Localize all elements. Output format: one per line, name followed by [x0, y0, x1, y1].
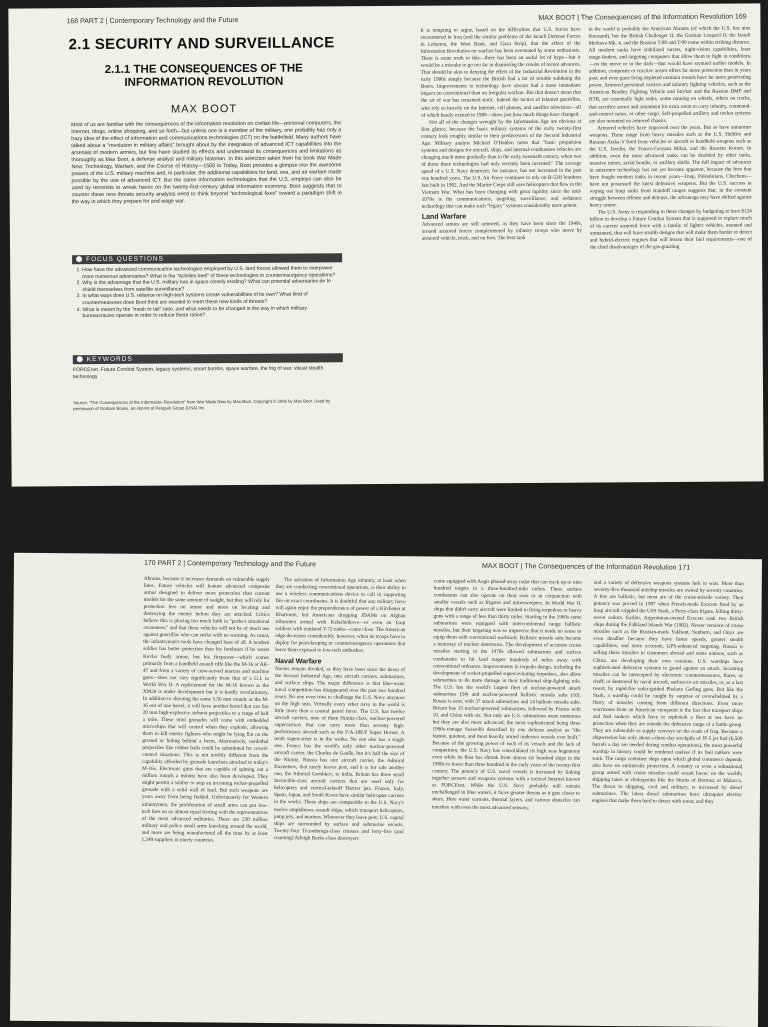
- subsection-heading: Land Warfare: [421, 213, 467, 221]
- focus-question: 2. Why is the advantage that the U.S. military has in space closely eroding? What can potential adversaries do to shield themselves from satellite surveillance?: [82, 279, 338, 294]
- intro-paragraph: Most of us are familiar with the consequences of the information revolution on civilian life—personal computers, the Internet, blogs, online shopping, and so forth—but unless one is a member of the military, one probably has only a hazy idea of the effect of information and communications technologies (ICT) on the battlefield. Many authors have talked about a "revolution in military affairs" brought about by the integration of advanced ICT capabilities into the arsenals of modern armies, but few have studied its effects and understand its consequences and limitations as thoroughly as Max Boot, a defense analyst and military historian. In this selection taken from his book War Made New: Technology, Warfare, and the Course of History—1500 to Today, Boot provides a glimpse into the awesome powers of the U.S. military machine and, in particular, the additional capabilities for land, sea, and air warfare made possible by the use of advanced ICT. But the same information technologies that the U.S. employs can also be used by terrorists to wreak havoc on the twenty-first-century global information economy. Boot suggests that to counter these new threats security analysts need to think beyond "technological fixes" toward a paradigm shift in the way in which they prepare for and wage war.: [71, 120, 342, 206]
- keywords-icon: [77, 356, 83, 362]
- book-spread-bottom: [10, 553, 762, 1027]
- text-column-4: [590, 580, 744, 1021]
- running-head-right: MAX BOOT | The Consequences of the Information Revolution 171: [481, 562, 691, 572]
- focus-question: 3. In what ways does U.S. reliance on high-tech systems create vulnerabilities of its own? What kind of countermeasures does Boot think are needed to meet these new kinds of threats?: [82, 292, 338, 307]
- body-paragraph: in the world is probably the American Abrams (of which the U.S. has nine thousand), but the British Challenger II, the German Leopard II, the Israeli Merkava Mk. 4, and the Russian T-80 and T-90 come within striking distance. All modern tanks have stabilized turrets, night-vision capabilities, laser range-finders, and targeting computers that allow them to fight in conditions—on the move or in the dark—that would have stymied earlier models. In addition, composite or reactive armor offers far more protection than in years past, and even guns firing depleted uranium rounds have far more penetrating power. Armored personnel carriers and infantry fighting vehicles, such as the American Bradley Fighting Vehicle and Stryker and the Russian BMP and BTR, are essentially light tanks, some running on wheels, others on tracks, that sacrifice armor and armament for extra room to carry infantry, command-and-control suites, or other cargo. Self-propelled artillery and rocket systems are also mounted on armored chassis.: [588, 25, 752, 125]
- body-paragraph: and a variety of defensive weapons systems lurk in wait. More than seventy-five thousand antiship missiles are owned by seventy countries. A few are ballistic, but most are of the cruise-missile variety. Their potency was proved in 1987 when French-made Exocets fired by an Iraqi aircraft crippled the USS Stark, a Perry-class frigate, killing thirty-seven sailors. Earlier, Argentinian-owned Exocets sank two British ships during the Falkland Islands War (1982). Newer versions of cruise missiles such as the Russian-made Yakhont, Sunburn, and Onyx are even deadlier because they have faster speeds, greater stealth capabilities, and more accurate, GPS-enhanced targeting. Russia is selling these missiles to customers abroad and some nations, such as China, are developing their own versions. U.S. warships have sophisticated defensive systems to guard against an attack. Incoming missiles can be intercepted by electronic countermeasures, flares, or chaff, or destroyed by naval aircraft, surface-to-air missiles, or, as a last resort, by rapid-fire radar-guided Phalanx Gatling guns. But like the Stark, a warship could be caught by surprise or overwhelmed by a flurry of missiles coming from different directions. Even more worrisome from an American viewpoint is the fact that transport ships and fuel tankers which have to replenish a fleet at sea have no protection when they are outside the defensive range of a battle group. They are vulnerable as supply convoys on the roads of Iraq. Because a shipwrecker has only about a three-day stockpile of JP-5 jet fuel (6,500 barrels a day are needed during combat operations), the most powerful warship in history could be rendered useless if its fuel tankers were sunk. The cargo container ships upon which global commerce depends also have no antimissile protection. A country or even a subnational group armed with cruise missiles could wreak havoc on the world's shipping lanes at chokepoints like the Straits of Hormuz or Malacca. The threat to shipping, civil and military, is increased by diesel submarines. The latest diesel submarines have ultraquiet electric engines that make them hard to detect with sonar, and they: [591, 579, 744, 806]
- keywords-text: FORCEnet, Future Combat System, legacy systems, smart bombs, space warfare, the fog of war, visual stealth technology: [72, 365, 324, 380]
- focus-questions-list: [72, 265, 338, 320]
- chapter-title-line2: INFORMATION REVOLUTION: [124, 75, 284, 89]
- keywords-header: [73, 353, 343, 364]
- text-column-3: [430, 578, 582, 1019]
- keywords-title: KEYWORDS: [86, 355, 133, 364]
- chapter-title-line1: 2.1.1 THE CONSEQUENCES OF THE: [104, 62, 303, 76]
- body-paragraph: Armored vehicles have improved over the years. But so have antiarmor weapons. These range from heavy missiles such as the U.S. Hellfire and Russian Ataka-V fired from vehicles or aircraft to handheld weapons such as the U.S. Javelin, the Franco-German Milan, and the Russian Kornet. In addition, even the most advanced tanks can be disabled by other tanks, massive mines, aerial bombs, or artillery shells. The full impact of advances in antiarmor technology has not yet become apparent, because the foes that have fought modern tanks in recent years—Iraqi, Palestinians, Chechens—have not possessed the latest defensive weapons. But the U.S. success in wiping out Iraqi tanks from standoff ranges suggests that, in the constant struggle between offense and defense, the advantage may have shifted against heavy armor.: [589, 124, 752, 209]
- body-paragraph: Navies remain divided, as they have been since the dawn of the Second Industrial Age, into aircraft carriers, submarines, and surface ships. The major difference is that blue-water naval competition has disappeared over the past two hundred years. No one even tries to challenge the U.S. Navy anymore on the high seas. Virtually every other navy in the world is little more than a coastal patrol force. The U.S. has twelve aircraft carriers, nine of them Nimitz-class, nuclear-powered supercarriers that can carry more than seventy high-performance aircraft such as the F/A-18E/F Super Hornet. A tenth supercarrier is in the works. No one else has a single one. France has the world's only other nuclear-powered aircraft carrier, the Charles de Gaulle, but it's half the size of the Nimitz. Russia has one aircraft carrier, the Admiral Kuznetsov, that rarely leaves port, and it is for sale another one, the Admiral Gorshkov, to India. Britain has three small Invincible-class aircraft carriers that are used only for helicopters and vertical-takeoff Harrier jets. France, Italy, Spain, Japan, and South Korea have similar helicopter carriers in the works. These ships are comparable to the U.S. Navy's twelve amphibious assault ships, which transport helicopters, jump jets, and marines. Whenever they leave port, U.S. capital ships are surrounded by surface and submarine escorts. Twenty-four Ticonderoga-class cruisers and forty-five (and counting) Arleigh Burke-class destroyers: [273, 665, 406, 842]
- source-credit: Source: "The Consequences of the Information Revolution" from War Made New by Max Boot. Copyright © 2006 by Max Boot. Used by permission of Gotham Books, an imprint of Penguin Group (USA) Inc.: [73, 398, 331, 411]
- book-spread-top: [8, 3, 763, 486]
- focus-icon: [76, 256, 82, 262]
- body-paragraph: It is tempting to argue, based on the difficulties that U.S. forces have encountered in Iraq (and the similar problems of the Israeli Defense Forces in Lebanon, the West Bank, and Gaza Strip), that the effect of the Information Revolution on warfare has been overstated by some enthusiasts. There is some truth to this—there has been an awful lot of hype—but it would be a mistake to go too far in dismissing the results of recent advances. That should be akin to denying the effect of the Industrial Revolution in the early 1900s simply because the British had a lot of trouble subduing the Boers. Improvements in technology have always had a more immediate impact on conventional than on irregular warfare. But that doesn't mean that the art of war has remained static. Indeed the tactics of Islamist guerrillas, who rely so heavily on the Internet, cell phones, and satellite television—all of which barely existed in 1980—show just how much things have changed.: [420, 26, 582, 119]
- focus-questions-header: [72, 253, 342, 264]
- running-head-left: 168 PART 2 | Contemporary Technology and the Future: [66, 17, 239, 26]
- text-column-2: [420, 27, 583, 448]
- body-paragraph: Advanced armies are still armored, as they have been since the 1940s, around armored forces complemented by infantry troops who move by armored vehicle, truck, and on foot. The best tank: [421, 220, 582, 243]
- section-title: 2.1 SECURITY AND SURVEILLANCE: [68, 34, 335, 54]
- chapter-title: [69, 62, 339, 90]
- text-column-3: [588, 25, 753, 446]
- focus-question: 1. How have the advanced communication technologies employed by U.S. land forces allowed them to overpower more numerous adversaries? What is the "Achilles heel" of these technologies to counterinsurgency operations?: [82, 265, 338, 280]
- text-column-1: [140, 576, 270, 1017]
- text-column-2: [272, 577, 406, 1018]
- subsection-heading: Naval Warfare: [275, 657, 322, 665]
- body-paragraph: The salvation of Information Age infantry, at least when they are conducting conventional operations, is their ability to use a wireless communications device to call in supporting fire on exact coordinates. It is doubtful that any military force will again enjoy the preponderance of power of a Kitchener at Khartoum, but Americans dropping JDAMs on Afghan tribesmen armed with Kalashnikovs—or even on Iraqi soldiers with outdated T-72 tanks—came close. The American edge decreases considerably, however, when its troops have to deploy for peacekeeping or counterinsurgency operations that leave them exposed to low-tech ambushes.: [275, 577, 406, 655]
- body-paragraph: Not all of the changes wrought by the Information Age are obvious at first glance, because the basic military systems of the early twenty-first century look roughly similar to their predecessors of the Second Industrial Age. Military analyst Michael O'Hanlon notes that "basic propulsion systems and designs for aircraft, ships, and internal-combustion vehicles are changing much more gradually than in the early twentieth century, when two of those three technologies had only recently been invented." The average speed of a U.S. Navy destroyer, for instance, has not increased in the past one hundred years. The U.S. Air Force continues to rely on B-52H bombers last built in 1962. And the Marine Corps still uses helicopters that flew in the Vietnam War. What has been changing with great rapidity since the mid-1970s is the communications, targeting, surveillance, and ordnance technology that can make such "legacy" systems considerably more potent.: [421, 118, 582, 210]
- running-head-left: 170 PART 2 | Contemporary Technology and the Future: [143, 559, 317, 569]
- body-paragraph: Abrams, because it increases demands on vulnerable supply lines. Future vehicles will feature advanced composite armor designed to deliver more protection than current models for the same amount of weight, but they will rely for protection less on armor and more on locating and destroying the enemy before they are attacked. Critics believe this is placing too much faith in "perfect situational awareness," and that these vehicles will not be of much use against guerrillas who can strike with no warning. As usual, the infantryman's tools have changed least of all. A modern soldier has better protection than his forebears if he wears Kevlar body armor, but his firepower—which comes primarily from a handheld assault rifle like the M-16 or AK-47 and from a variety of crew-served mortars and machine guns—does not vary significantly from that of a G.I. in World War II. A replacement for the M-16 known as the XM29 is under development but it is hardly revolutionary. In addition to shooting the same 5.56 mm rounds as the M-16 out of one barrel, it will have another barrel that can fire 20 mm high-explosive airburst projectiles to a range of half a mile. These mini grenades will come with embedded microchips that will control when they explode, allowing them to kill enemy fighters who might be lying flat on the ground or hiding behind a berm. Alternatively, nonlethal projectiles like rubber balls could be substituted for crowd-control situations. This is not terribly different from the capability afforded by grenade launchers attached to today's M-16s. Electronic guns that are capable of spitting out a million rounds a minute have also been developed. They might permit a soldier to stop an incoming rocket-propelled grenade with a solid wall of lead. But such weapons are years away from being fielded. Unfortunately for Western infantrymen, the proliferation of small arms can put low-tech foes on an almost equal footing with the representatives of the most advanced militaries. There are 250 million military and police small arms knocking around the world, and more are being manufactured all the time by at least 1,249 suppliers in ninety countries.: [141, 575, 270, 844]
- author-name: MAX BOOT: [170, 103, 238, 116]
- body-paragraph: The U.S. Army is responding to these changes by budgeting at least $124 billion to develop a Future Combat System that is supposed to replace much of its current armored force with a family of lighter vehicles, manned and unmanned, that will have stealth designs that will make them harder to detect and hybrid-electric engines that will lessen their fuel requirements—one of the chief disadvantages of the gas-guzzling: [589, 208, 752, 252]
- focus-questions-title: FOCUS QUESTIONS: [86, 255, 164, 264]
- running-head-right: MAX BOOT | The Consequences of the Information Revolution 169: [538, 13, 747, 22]
- body-paragraph: come equipped with Aegis phased-array radar that can track up to nine hundred targets in a three-hundred-mile radius. These surface combatants can also operate on their own or in conjunction with smaller vessels such as frigates and minesweepers. In World War II, ships that didn't carry aircraft were limited to firing torpedoes or heavy guns with a range of less than thirty miles. Starting in the 1960s some submarines were equipped with intercontinental range ballistic missiles, but their targeting was so imprecise that it made no sense to equip them with conventional warheads. Ballistic missile subs became a mainstay of nuclear deterrence. The development of accurate cruise missiles starting in the 1970s allowed submarines and surface combatants to hit land targets hundreds of miles away with conventional ordnance. Improvements in torpedo design, including the development of rocket-propelled supercavitating torpedoes, also allow submarines to do more damage in their traditional ship-fighting role. The U.S. has the world's largest fleet of nuclear-powered attack submarines (54) and nuclear-powered ballistic missile subs (16). Russia is next, with 37 attack submarines and 14 ballistic missile subs. Britain has 15 nuclear-powered submarines, followed by France with 10, and China with six. Not only are U.S. submarines more numerous but they are also more advanced, the most sophisticated being three 1990s-vintage Seawolfs described by one defense analyst as "the fastest, quietest, and most heavily armed undersea vessels ever built." Because of the growing power of each of its vessels and the lack of competition, the U.S. Navy has consolidated its high seas hegemony even while its fleet has shrunk from almost six hundred ships in the 1980s to fewer than three hundred in the early years of the twenty-first century. The potency of U.S. naval vessels is increased by linking together sensors and weapons systems with a tactical Internet known as FORCEnet. While the U.S. Navy probably will remain unchallenged in blue waters, it faces greater threats as it gets closer to shore. Here water currents, thermal layers, and various obstacles can interfere with even the most advanced sensors,: [431, 578, 582, 811]
- focus-question: 4. What is meant by the "mesh to tail" ratio, and what needs to be changed in the way in which military bureaucracies operate in order to reduce these ratios?: [82, 305, 338, 320]
